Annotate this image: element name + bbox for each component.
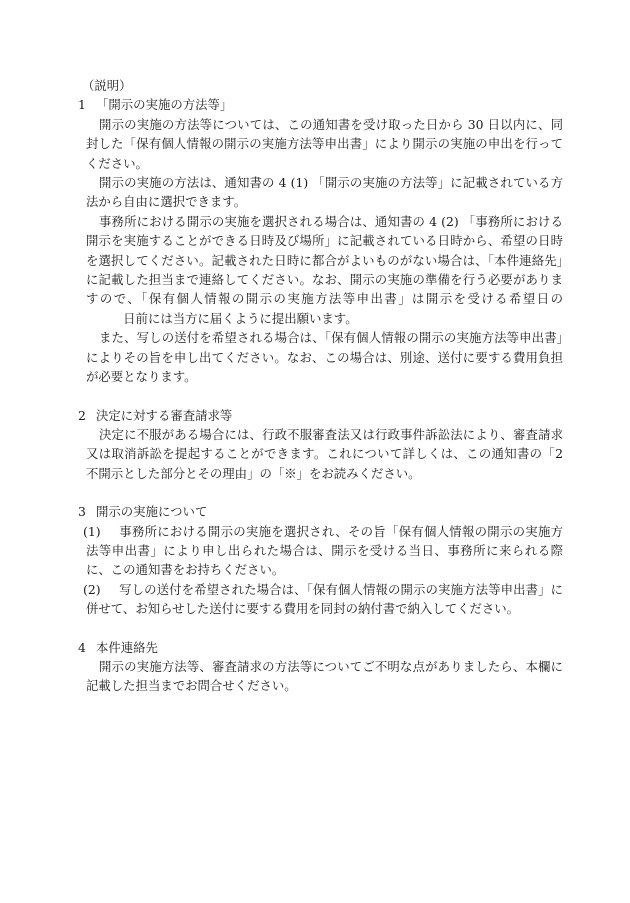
section-3-item-1 <box>78 522 563 580</box>
explanation-heading: （説明） <box>82 78 132 93</box>
section-number: 4 <box>78 639 86 655</box>
section-title <box>78 638 563 657</box>
section-1-paragraph-3: 事務所における開示の実施を選択される場合は、通知書の 4 (2) 「事務所における開示を実施することができる日時及び場所」に記載されている日時から、希望の日時を選択してください。記載された日時に都合がよいものがない場合は、「本件連絡先」に記載した担当まで連絡してください。なお、開示の実施の準備を行う必要がありますので、「保有個人情報の開示の実施方法等申出書」は開示を受ける希望日の 日前には当方に届くように提出願います。 <box>86 213 563 326</box>
section-3-item-2 <box>78 580 563 619</box>
section-number: 2 <box>78 407 86 423</box>
section-3 <box>78 502 563 618</box>
section-number: 3 <box>78 504 86 520</box>
section-number: 1 <box>78 97 86 113</box>
item-text: 事務所における開示の実施を選択され、その旨「保有個人情報の開示の実施方法等申出書」により申し出られた場合は、開示を受ける当日、事務所に来られる際に、この通知書をお持ちください。 <box>86 523 563 578</box>
section-2-paragraph-1: 決定に不服がある場合には、行政不服審査法又は行政事件訴訟法により、審査請求又は取消訴訟を提起することができます。これについて詳しくは、この通知書の「2 不開示とした部分とその理由」の「※」をお読みください。 <box>86 426 576 481</box>
section-1 <box>78 95 563 386</box>
section-1-paragraph-1: 開示の実施の方法等については、この通知書を受け取った日から 30 日以内に、同封した「保有個人情報の開示の実施方法等申出書」により開示の実施の申出を行ってください。 <box>86 116 563 171</box>
section-1-paragraph-4: また、写しの送付を希望される場合は、「保有個人情報の開示の実施方法等申出書」によりその旨を申し出てください。なお、この場合は、別途、送付に要する費用負担が必要となります。 <box>86 330 563 385</box>
item-number: (2) <box>83 581 101 597</box>
section-title <box>78 502 563 521</box>
section-title <box>78 95 563 114</box>
section-title-text: 「開示の実施の方法等」 <box>96 97 233 113</box>
item-number: (1) <box>83 523 101 539</box>
section-title-text: 開示の実施について <box>96 504 208 520</box>
document-body <box>78 76 576 696</box>
item-text: 写しの送付を希望された場合は、「保有個人情報の開示の実施方法等申出書」に併せて、お知らせした送付に要する費用を同封の納付書で納入してください。 <box>86 581 563 617</box>
section-4-paragraph-1: 開示の実施方法等、審査請求の方法等についてご不明な点がありましたら、本欄に記載した担当までお問合せください。 <box>86 658 563 694</box>
section-1-paragraph-2: 開示の実施の方法は、通知書の 4 (1) 「開示の実施の方法等」に記載されている方法から自由に選択できます。 <box>86 175 563 210</box>
section-4 <box>78 638 563 696</box>
section-title-text: 本件連絡先 <box>96 639 158 655</box>
section-title <box>78 406 563 425</box>
section-2 <box>78 406 576 484</box>
section-title-text: 決定に対する審査請求等 <box>96 407 233 423</box>
